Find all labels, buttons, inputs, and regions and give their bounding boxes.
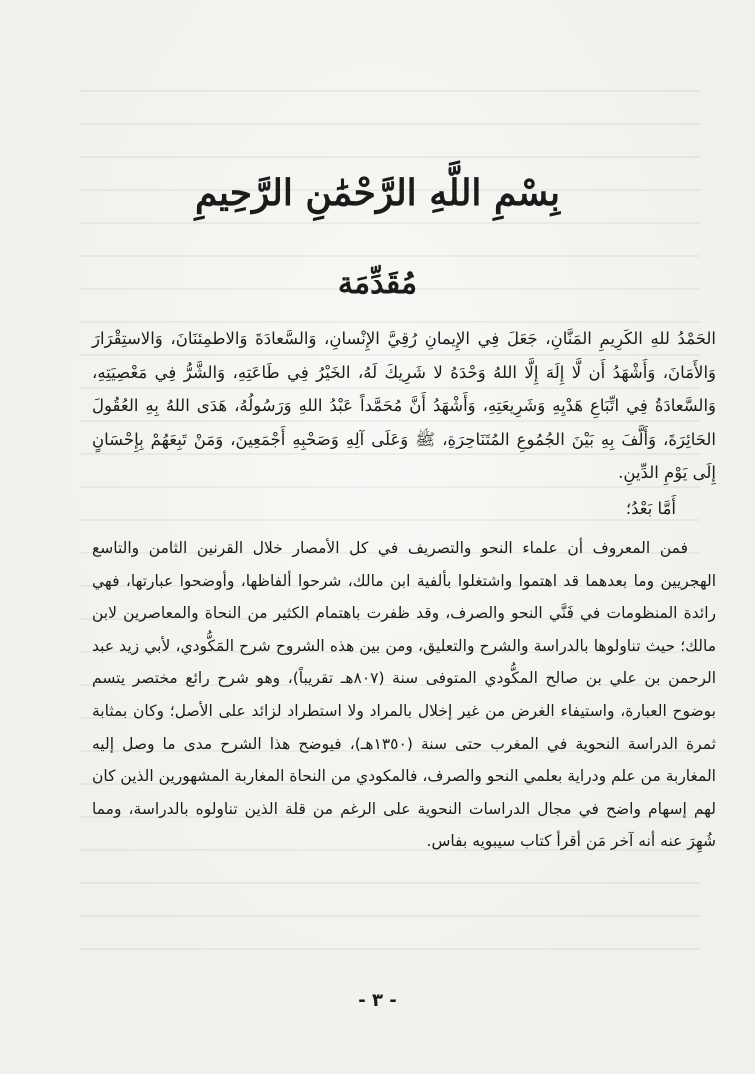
basmala-title: بِسْمِ اللَّهِ الرَّحْمَٰنِ الرَّحِيمِ [194, 172, 561, 214]
page-number: - ٣ - [358, 990, 397, 1011]
body-paragraph: فمن المعروف أن علماء النحو والتصريف في كل الأمصار خلال القرنين الثامن والتاسع الهجريين وما بعدهما قد اهتموا واشتغلوا بألفية ابن مالك، شرحوا ألفاظها، وأوضحوا عبارتها، فهي رائدة المنظومات في فَنَّي النحو والصرف، وقد ظفرت باهتمام الكثير من النحاة والمعاصرين لابن مالك؛ حيث تناولوها بالدراسة والشرح والتعليق، ومن بين هذه الشروح شرح المَكُّودي، لأبي زيد عبد الرحمن بن علي بن صالح المكُّودي المتوفى سنة (٨٠٧هـ تقريباً)، وهو شرح رائع مختصر يتسم بوضوح العبارة، واستيفاء الغرض من غير إخلال بالمراد ولا استطراد لزائد على الأصل؛ وكان بمثابة ثمرة الدراسة النحوية في المغرب حتى سنة (١٣٥٠هـ)، فيوضح هذا الشرح مدى ما وصل إليه المغاربة من علم ودراية بعلمي النحو والصرف، فالمكودي من النحاة المغاربة المشهورين الذين كان لهم إسهام واضح في مجال الدراسات النحوية على الرغم من قلة الذين تناولوه بالدراسة، ومما شُهِرَ عنه أنه آخر مَن أقرأ كتاب سيبويه بفاس. [92, 539, 716, 851]
opening-praise-paragraph: الحَمْدُ للهِ الكَرِيمِ المَنَّانِ، جَعَلَ فِي الإِيمانِ رُقِيَّ الإِنْسانِ، وَالسَّعادَةَ وَالاطمِئنَانَ، وَالاستِقْرَارَ وَالأَمَانَ، وَأَشْهَدُ أَن لَّا إِلَهَ إِلَّا اللهُ وَحْدَهُ لا شَرِيكَ لَهُ، الخَيْرُ فِي طَاعَتِهِ، وَالشَّرُّ فِي مَعْصِيَتِهِ، وَالسَّعادَةُ فِي اتِّبَاعِ هَدْيِهِ وَشَرِيعَتِهِ، وَأَشْهَدُ أَنَّ مُحَمَّداً عَبْدُ اللهِ وَرَسُولُهُ، هَدَى اللهُ بِهِ العُقُولَ الحَائِرَةَ، وَأَلَّفَ بِهِ بَيْنَ الجُمُوعِ المُتَنَاحِرَةِ، ﷺ وَعَلَى آلِهِ وَصَحْبِهِ أَجْمَعِينَ، وَمَنْ تَبِعَهُمْ بِإِحْسَانٍ إِلَى يَوْمِ الدِّينِ. [92, 329, 716, 482]
amma-badu-line: أَمَّا بَعْدُ؛ [625, 499, 676, 518]
introduction-heading: مُقَدِّمَة [337, 266, 418, 301]
